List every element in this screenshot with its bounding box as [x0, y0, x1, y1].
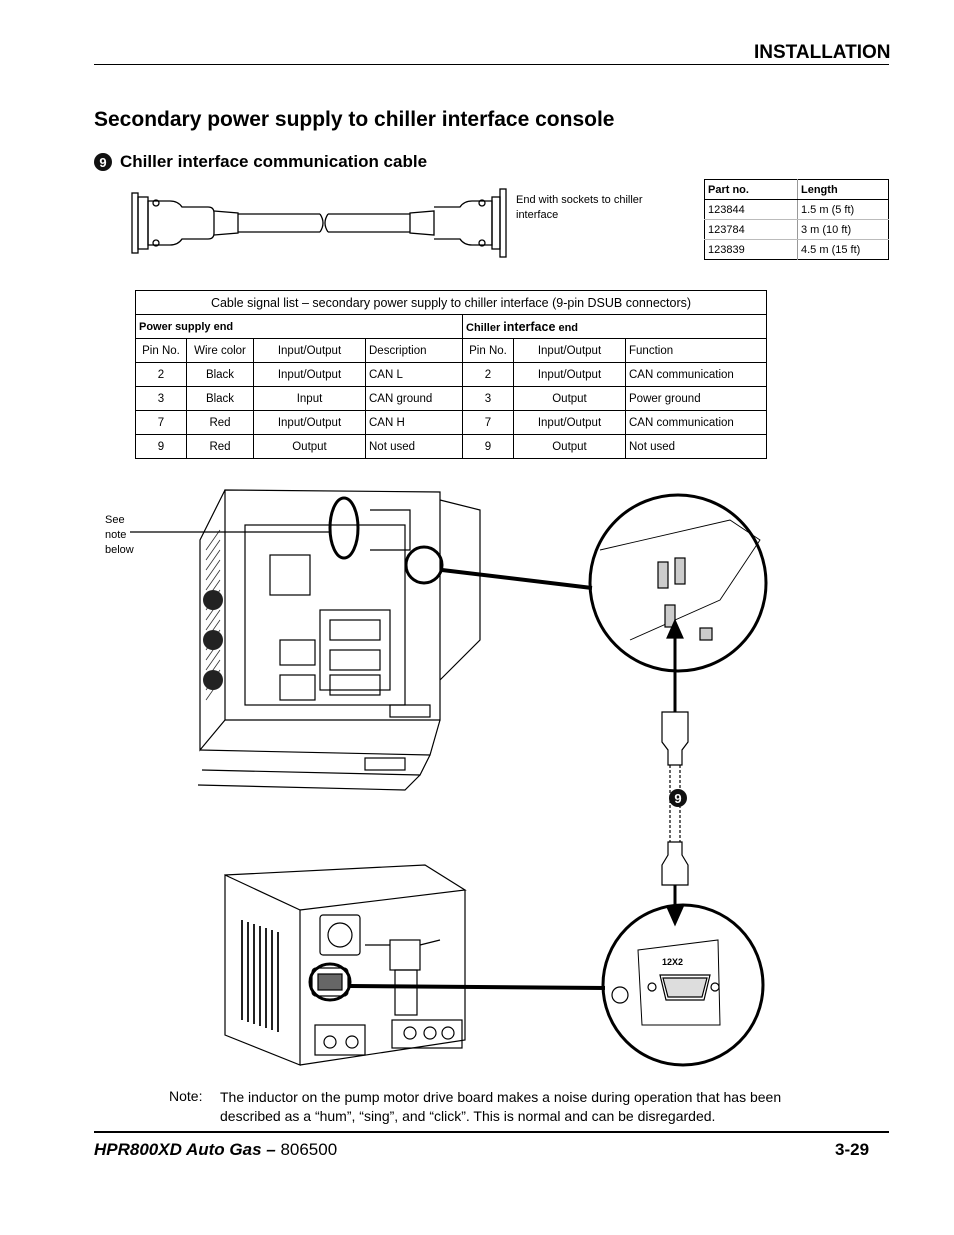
- chiller-end-heading-part: interface: [503, 319, 556, 334]
- part-number: 123844: [705, 200, 798, 220]
- signal-table-caption: Cable signal list – secondary power supply to chiller interface (9-pin DSUB connectors): [136, 291, 767, 315]
- parts-row: [705, 240, 889, 260]
- signal-cell: Input: [254, 387, 366, 411]
- parts-header-cell: Part no.: [705, 180, 798, 200]
- subheading-text: Chiller interface communication cable: [120, 152, 428, 171]
- footer-rule: [94, 1131, 889, 1133]
- chiller-end-heading-part: end: [555, 321, 579, 334]
- parts-header-cell: Length: [798, 180, 889, 200]
- signal-cell: CAN H: [366, 411, 463, 435]
- page-title: Secondary power supply to chiller interface console: [94, 108, 615, 131]
- header-rule: [94, 64, 889, 65]
- parts-row: [705, 200, 889, 220]
- page-number: 3-29: [835, 1140, 870, 1159]
- signal-row: [136, 435, 767, 459]
- signal-cell: 3: [136, 387, 187, 411]
- signal-table: [135, 290, 767, 459]
- connector-label: 12X2: [662, 957, 684, 967]
- parts-row: [705, 220, 889, 240]
- signal-cell: Black: [187, 387, 254, 411]
- installation-figure: [130, 480, 780, 1070]
- part-length: 3 m (10 ft): [798, 220, 889, 240]
- see-note-callout: [330, 498, 358, 558]
- parts-table: [704, 179, 889, 260]
- column-header: Input/Output: [254, 339, 366, 363]
- signal-row: [136, 411, 767, 435]
- signal-cell: Input/Output: [254, 363, 366, 387]
- power-supply-unit: [198, 490, 480, 790]
- signal-cell: Not used: [626, 435, 767, 459]
- footer-dash: –: [261, 1140, 281, 1159]
- signal-cell: Power ground: [626, 387, 767, 411]
- signal-cell: Output: [514, 387, 626, 411]
- part-number: 123784: [705, 220, 798, 240]
- column-header: Pin No.: [136, 339, 187, 363]
- signal-cell: CAN communication: [626, 411, 767, 435]
- signal-cell: Not used: [366, 435, 463, 459]
- cable-end-label: End with sockets to chiller interface: [516, 194, 643, 221]
- parts-header-row: [705, 180, 889, 200]
- part-number: 123839: [705, 240, 798, 260]
- subheading: [94, 152, 427, 172]
- cable-illustration: [130, 183, 510, 263]
- signal-row: [136, 363, 767, 387]
- chiller-vents: [242, 920, 278, 1032]
- see-note-line: note: [105, 529, 127, 541]
- note-text: The inductor on the pump motor drive board makes a noise during operation that has been described as a “hum”, “sing”, and “click”. This is normal and can be disregarded.: [220, 1089, 782, 1124]
- column-header: Function: [626, 339, 767, 363]
- signal-cell: 2: [136, 363, 187, 387]
- see-note-line: See: [105, 514, 125, 526]
- signal-cell: Input/Output: [514, 411, 626, 435]
- footer-product: [94, 1140, 337, 1160]
- power-supply-end-heading: Power supply end: [136, 315, 463, 339]
- signal-cell: 9: [463, 435, 514, 459]
- column-header: Input/Output: [514, 339, 626, 363]
- signal-cell: CAN ground: [366, 387, 463, 411]
- part-length: 4.5 m (15 ft): [801, 243, 861, 256]
- signal-cell: 7: [463, 411, 514, 435]
- signal-group-row: [136, 315, 767, 339]
- connector-callout: [406, 547, 442, 583]
- signal-cell: Input/Output: [254, 411, 366, 435]
- signal-column-header-row: [136, 339, 767, 363]
- signal-cell: 7: [136, 411, 187, 435]
- chiller-end-heading-part: Chiller: [466, 321, 504, 334]
- signal-cell: Output: [254, 435, 366, 459]
- see-note-line: below: [105, 544, 134, 556]
- document-number: 806500: [280, 1140, 338, 1159]
- chiller-end-heading: [463, 315, 767, 339]
- signal-cell: CAN communication: [626, 363, 767, 387]
- callout-number-badge: 9: [94, 153, 112, 171]
- signal-row: [136, 387, 767, 411]
- signal-cell: 9: [136, 435, 187, 459]
- signal-cell: Output: [514, 435, 626, 459]
- product-name: HPR800XD Auto Gas: [94, 1140, 262, 1159]
- column-header: Wire color: [187, 339, 254, 363]
- signal-cell: Red: [187, 435, 254, 459]
- part-length: 1.5 m (5 ft): [798, 200, 889, 220]
- signal-caption-row: [136, 291, 767, 315]
- signal-cell: 3: [463, 387, 514, 411]
- column-header: Pin No.: [463, 339, 514, 363]
- signal-cell: Black: [187, 363, 254, 387]
- section-header: INSTALLATION: [754, 42, 891, 63]
- note-label: Note:: [169, 1088, 203, 1104]
- signal-cell: Input/Output: [514, 363, 626, 387]
- signal-cell: Red: [187, 411, 254, 435]
- cable-callout-number: 9: [674, 791, 682, 806]
- signal-cell: CAN L: [366, 363, 463, 387]
- column-header: Description: [366, 339, 463, 363]
- signal-cell: 2: [463, 363, 514, 387]
